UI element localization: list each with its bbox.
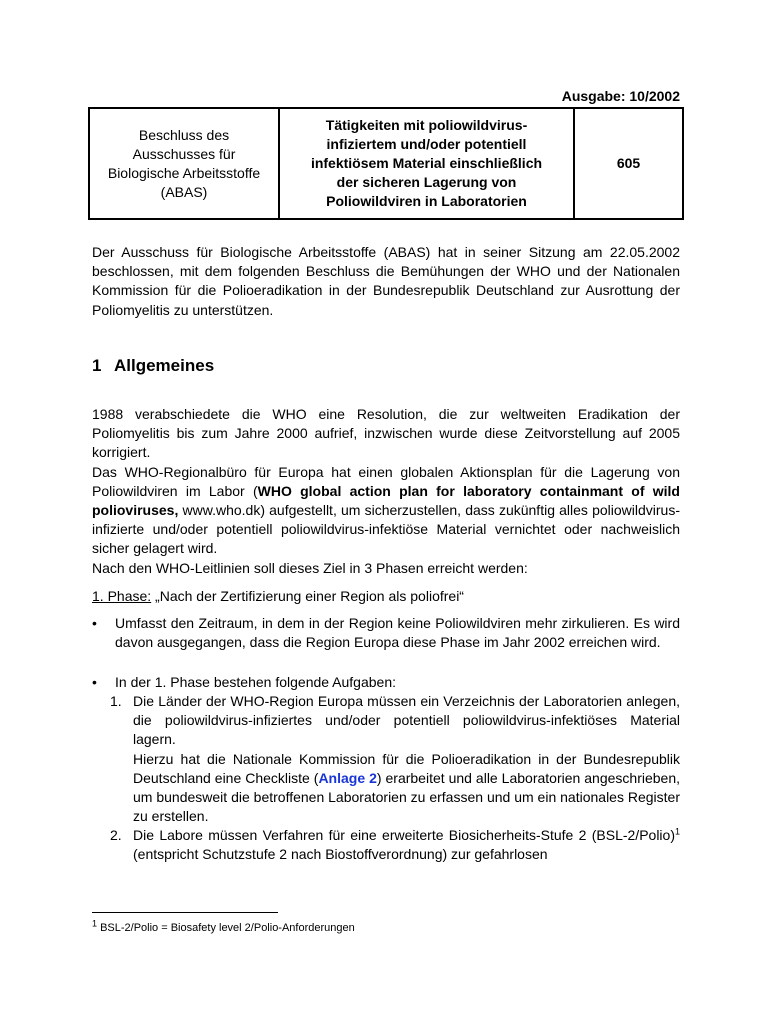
task-item [110, 692, 680, 826]
committee-line: (ABAS) [160, 183, 208, 200]
title-line: Poliowildviren in Laboratorien [326, 193, 527, 209]
header-table [88, 107, 684, 220]
task-paragraph: Die Länder der WHO-Region Europa müssen ein Verzeichnis der Laboratorien anlegen, die poliowildvirus-infiziertes und/oder potentiell poliowildvirus-infektiöses Material lagern. [133, 693, 680, 748]
list-item-text: Umfasst den Zeitraum, in dem in der Region keine Poliowildviren mehr zirkulieren. Es wird davon ausgegangen, dass die Region Europa diese Phase im Jahr 2002 erreichen wird. [115, 615, 680, 651]
task-number: 1. [110, 693, 122, 709]
header-number-cell: 605 [574, 108, 683, 219]
bullet-icon: • [92, 674, 97, 690]
intro-paragraph: Der Ausschuss für Biologische Arbeitsstoffe (ABAS) hat in seiner Sitzung am 22.05.2002 beschlossen, mit dem folgenden Beschluss die Bemühungen der WHO und der Nationalen Kommission für die Polioeradikation in der Bundesrepublik Deutschland zur Ausrottung der Poliomyelitis zu unterstützen. [92, 244, 680, 318]
phase-label: 1. Phase: [92, 588, 152, 604]
text-run: Hierzu hat die Nationale Kommission für die Polioeradikation in der Bundesrepublik Deutschland eine Checkliste ( [133, 750, 680, 786]
committee-line: Biologische Arbeitsstoffe [107, 164, 261, 181]
footnote-divider [92, 912, 278, 913]
list-item-text: In der 1. Phase bestehen folgende Aufgaben: [115, 674, 397, 690]
title-line: der sicheren Lagerung von [336, 174, 517, 190]
bullet-icon: • [92, 615, 97, 631]
header-title-cell [279, 108, 574, 219]
section-body [92, 405, 680, 578]
section-title: Allgemeines [114, 356, 215, 375]
text-run: Das WHO-Regionalbüro für Europa hat einen globalen Aktionsplan für die Lagerung von Poliowildviren im Labor ( [92, 463, 680, 499]
footnote-ref[interactable]: 1 [674, 826, 680, 837]
text-run: www.who.dk) aufgestellt, um sicherzustellen, dass zukünftig alles poliowildvirus-infizierte und/oder potentiell poliowildvirus-infektiöse Material vernichtet oder nachweislich sicher gelagert wird. [92, 502, 680, 557]
plan-title: WHO global action plan for laboratory containmant of wild polioviruses, [92, 482, 680, 519]
list-item [92, 673, 680, 692]
issue-label: Ausgabe: 10/2002 [561, 88, 680, 104]
paragraph: 1988 verabschiedete die WHO eine Resolution, die zur weltweiten Eradikation der Poliomyelitis bis zum Jahre 2000 aufrief, inzwischen wurde diese Zeitvorstellung auf 2005 korrigiert. [92, 406, 680, 461]
task-item [110, 826, 680, 864]
task-text [133, 826, 680, 864]
section-heading [92, 356, 214, 376]
title-line: infiziertem und/oder potentiell [326, 136, 527, 152]
task-paragraph [133, 750, 680, 827]
footnote [92, 918, 355, 934]
committee-line: Beschluss des [138, 126, 230, 143]
phase-heading [92, 588, 464, 604]
list-item [92, 614, 680, 652]
title-line: Tätigkeiten mit poliowildvirus- [325, 117, 528, 133]
paragraph: Nach den WHO-Leitlinien soll dieses Ziel in 3 Phasen erreicht werden: [92, 559, 528, 576]
footnote-text: BSL-2/Polio = Biosafety level 2/Polio-Anforderungen [97, 922, 355, 934]
phase-text: „Nach der Zertifizierung einer Region als poliofrei“ [151, 588, 464, 604]
header-committee-cell [89, 108, 279, 219]
footnote-marker: 1 [92, 918, 98, 929]
text-run: ) erarbeitet und alle Laboratorien angeschrieben, um bundesweit die betroffenen Laboratorien zu erfassen und um ein nationales Register zu erstellen. [133, 769, 680, 825]
task-number: 2. [110, 827, 122, 843]
paragraph [92, 463, 680, 559]
task-text [133, 692, 680, 826]
text-run: (entspricht Schutzstufe 2 nach Biostoffverordnung) zur gefahrlosen [133, 846, 548, 863]
section-number: 1 [92, 356, 102, 375]
committee-line: Ausschusses für [132, 145, 236, 162]
title-line: infektiösem Material einschließlich [310, 155, 543, 171]
text-run: Die Labore müssen Verfahren für eine erweiterte Biosicherheits-Stufe 2 (BSL-2/Polio) [133, 827, 675, 843]
anlage-2-link[interactable]: Anlage 2 [318, 769, 377, 786]
